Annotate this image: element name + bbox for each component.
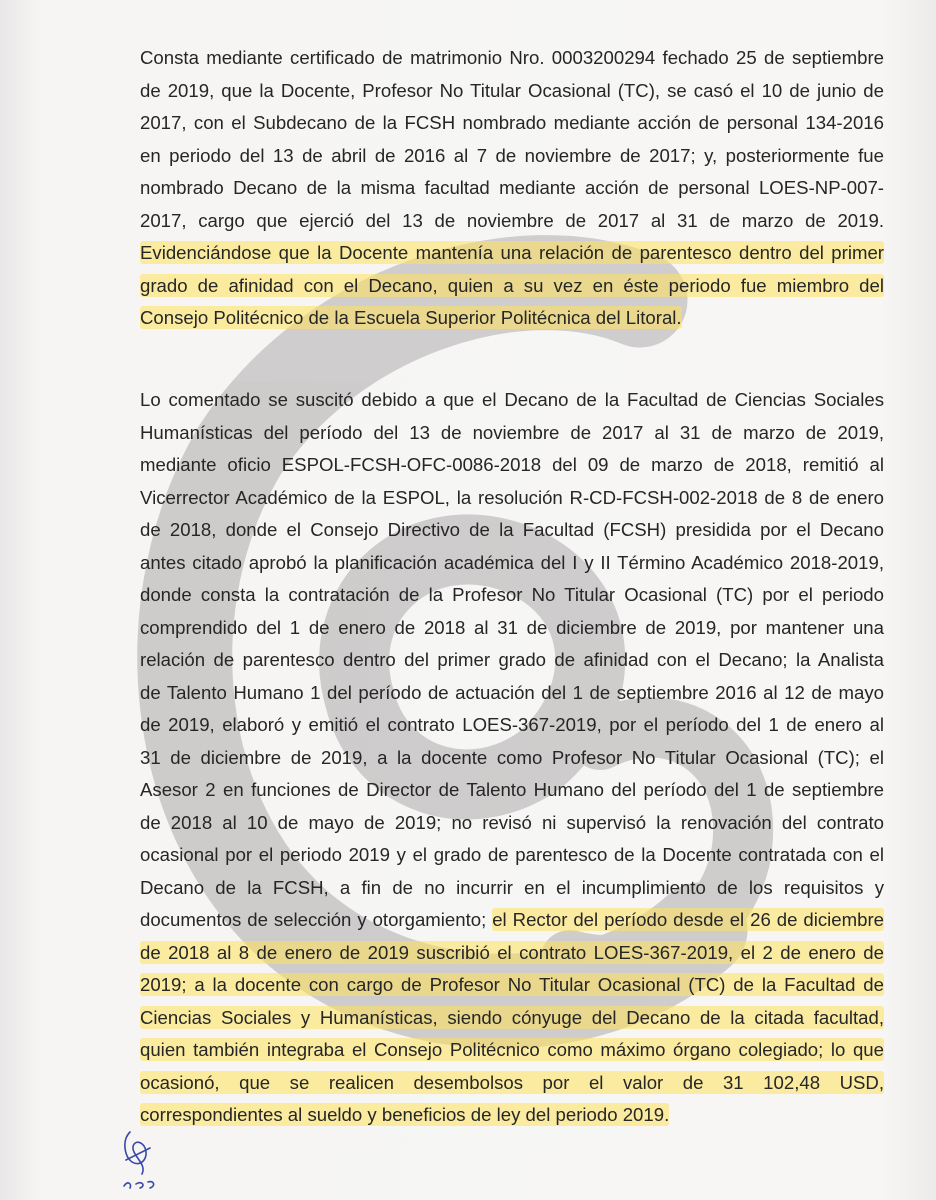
text-line (140, 904, 884, 937)
highlighted-text: Evidenciándose que la Docente mantenía una relación de parentesco dentro del primer (140, 242, 884, 263)
highlighted-text: el Rector del período desde el 26 de diciembre (492, 909, 884, 930)
text-line (140, 1034, 884, 1067)
text-line (140, 302, 884, 335)
text-line (140, 774, 884, 807)
text-line (140, 937, 884, 970)
text-line (140, 172, 884, 205)
text-line (140, 514, 884, 547)
line-text: 2017, con el Subdecano de la FCSH nombrado mediante acción de personal 134-2016 (140, 112, 884, 133)
text-line (140, 547, 884, 580)
text-line (140, 709, 884, 742)
text-line (140, 807, 884, 840)
text-line (140, 42, 884, 75)
text-line (140, 205, 884, 238)
text-line (140, 969, 884, 1002)
text-line (140, 140, 884, 173)
line-text: documentos de selección y otorgamiento; (140, 909, 493, 930)
text-line (140, 644, 884, 677)
highlighted-text: de 2018 al 8 de enero de 2019 suscribió el contrato LOES-367-2019, el 2 de enero de (140, 941, 884, 963)
text-line (140, 107, 884, 140)
line-text: 2017, cargo que ejerció del 13 de noviembre de 2017 al 31 de marzo de 2019. (140, 209, 884, 231)
text-line (140, 839, 884, 872)
line-text: Consta mediante certificado de matrimonio Nro. 0003200294 fechado 25 de septiembre (140, 47, 884, 68)
text-line (140, 677, 884, 710)
line-text: Decano de la FCSH, a fin de no incurrir en el incumplimiento de los requisitos y (140, 876, 884, 898)
text-line (140, 482, 884, 515)
line-text: Lo comentado se suscitó debido a que el Decano de la Facultad de Ciencias Sociales (140, 389, 884, 410)
text-line (140, 1002, 884, 1035)
highlighted-text: grado de afinidad con el Decano, quien a su vez en éste periodo fue miembro del (140, 274, 884, 296)
text-line (140, 417, 884, 450)
text-line (140, 872, 884, 905)
text-line (140, 1067, 884, 1100)
text-line (140, 612, 884, 645)
line-text: de 2018 al 10 de mayo de 2019; no revisó ni supervisó la renovación del contrato (140, 811, 884, 833)
line-text: ocasional por el periodo 2019 y el grado de parentesco de la Docente contratada con el (140, 844, 884, 865)
text-line (140, 384, 884, 417)
line-text: Asesor 2 en funciones de Director de Talento Humano del período del 1 de septiembre (140, 779, 884, 800)
text-line (140, 449, 884, 482)
text-line (140, 75, 884, 108)
paragraph-findings (140, 384, 884, 1132)
line-text: de 2019, elaboró y emitió el contrato LOES-367-2019, por el período del 1 de enero al (140, 714, 884, 735)
highlighted-text: Consejo Politécnico de la Escuela Superior Politécnica del Litoral. (140, 307, 682, 328)
line-text: Humanísticas del período del 13 de noviembre de 2017 al 31 de marzo de 2019, (140, 421, 884, 443)
text-line (140, 237, 884, 270)
line-text: relación de parentesco dentro del primer grado de afinidad con el Decano; la Analista (140, 649, 884, 670)
line-text: de 2019, que la Docente, Profesor No Titular Ocasional (TC), se casó el 10 de junio de (140, 79, 884, 101)
line-text: mediante oficio ESPOL-FCSH-OFC-0086-2018 del 09 de marzo de 2018, remitió al (140, 454, 884, 475)
text-line (140, 1099, 884, 1132)
line-text: de 2018, donde el Consejo Directivo de la Facultad (FCSH) presidida por el Decano (140, 519, 884, 540)
line-text: en periodo del 13 de abril de 2016 al 7 de noviembre de 2017; y, posteriormente fue (140, 144, 884, 166)
text-line (140, 742, 884, 775)
line-text: 31 de diciembre de 2019, a la docente como Profesor No Titular Ocasional (TC); el (140, 746, 884, 768)
highlighted-text: 2019; a la docente con cargo de Profesor No Titular Ocasional (TC) de la Facultad de (140, 974, 884, 995)
line-text: nombrado Decano de la misma facultad mediante acción de personal LOES-NP-007- (140, 177, 884, 198)
line-text: de Talento Humano 1 del período de actuación del 1 de septiembre 2016 al 12 de mayo (140, 681, 884, 703)
highlighted-text: correspondientes al sueldo y beneficios de ley del periodo 2019. (140, 1104, 670, 1125)
highlighted-text: quien también integraba el Consejo Politécnico como máximo órgano colegiado; lo que (140, 1039, 884, 1060)
line-text: antes citado aprobó la planificación académica del I y II Término Académico 2018-2019, (140, 551, 884, 573)
highlighted-text: Ciencias Sociales y Humanísticas, siendo cónyuge del Decano de la citada facultad, (140, 1006, 884, 1028)
line-text: comprendido del 1 de enero de 2018 al 31 de diciembre de 2019, por mantener una (140, 616, 884, 638)
handwritten-initials-signature (116, 1126, 166, 1192)
text-line (140, 270, 884, 303)
paragraph-marriage-certificate (140, 42, 884, 335)
highlighted-text: ocasionó, que se realicen desembolsos por el valor de 31 102,48 USD, (140, 1071, 884, 1093)
line-text: donde consta la contratación de la Profesor No Titular Ocasional (TC) por el periodo (140, 584, 884, 605)
text-line (140, 579, 884, 612)
line-text: Vicerrector Académico de la ESPOL, la resolución R-CD-FCSH-002-2018 de 8 de enero (140, 486, 884, 508)
